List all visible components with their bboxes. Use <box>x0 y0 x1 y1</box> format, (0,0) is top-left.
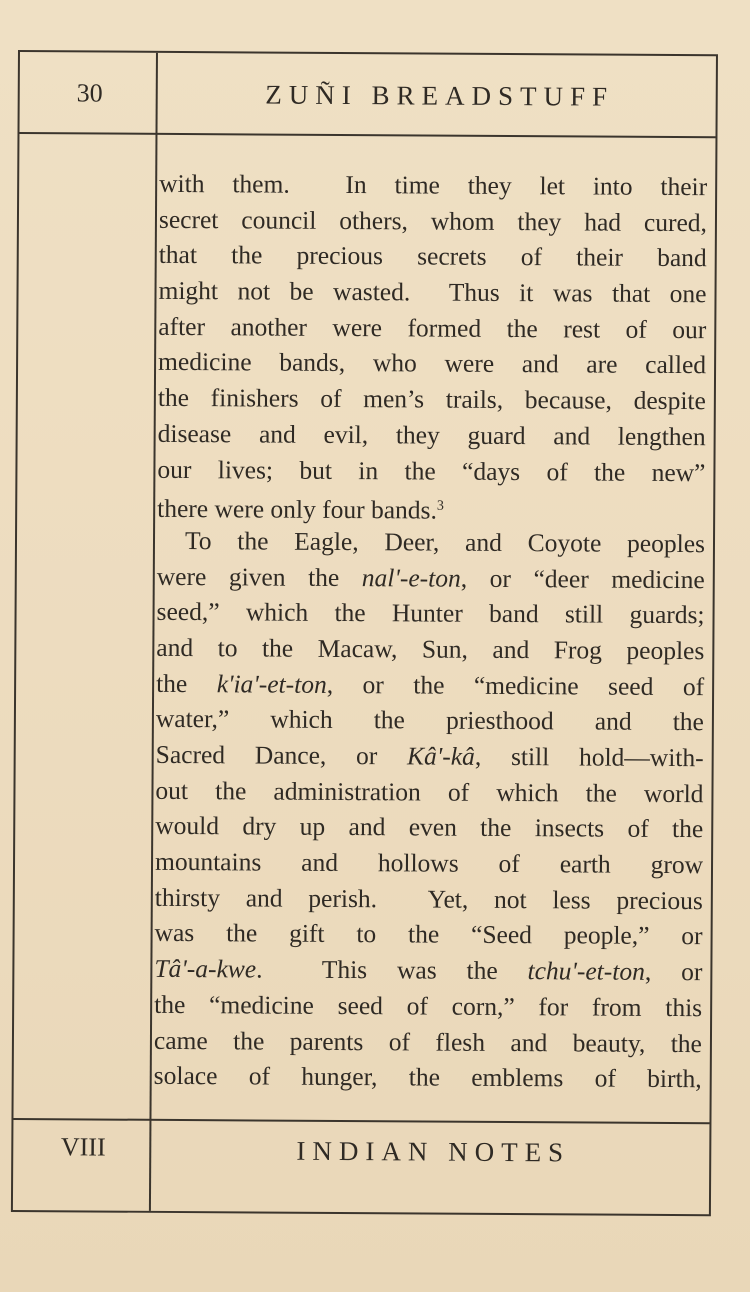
text-segment: might not be wasted. Thus it was that one <box>158 275 707 309</box>
italic-term: Tâ'-a-kwe <box>154 953 257 984</box>
text-segment: , or “deer medicine <box>460 563 705 594</box>
text-segment: with them. In time they let into their <box>159 168 708 202</box>
section-number: VIII <box>60 1132 106 1162</box>
header-rule <box>19 132 715 138</box>
text-segment: the finishers of men’s trails, because, despite <box>157 382 706 416</box>
text-line <box>159 202 707 241</box>
text-segment: out the administration of which the world <box>155 775 704 808</box>
text-segment: would dry up and even the insects of the <box>155 811 704 844</box>
text-segment: Sacred Dance, or <box>155 739 408 771</box>
text-line <box>155 880 703 919</box>
footnote-marker[interactable]: 3 <box>436 498 444 514</box>
text-line <box>155 808 703 847</box>
italic-term: nal'-e-ton <box>361 562 461 593</box>
text-segment: after another were formed the rest of our <box>158 311 707 344</box>
running-head: ZUÑI BREADSTUFF <box>265 79 615 112</box>
footer-rule <box>13 1118 709 1124</box>
text-segment: seed,” which the Hunter band still guards; <box>156 597 705 630</box>
text-segment: the “medicine seed of corn,” for from this <box>154 989 703 1023</box>
running-foot: INDIAN NOTES <box>296 1135 571 1168</box>
text-line <box>154 951 702 990</box>
text-line <box>155 773 703 812</box>
text-line <box>158 380 706 419</box>
text-line <box>158 309 706 348</box>
text-line <box>154 987 702 1026</box>
text-line <box>154 915 702 954</box>
text-segment: our lives; but in the “days of the new” <box>157 454 706 487</box>
text-line <box>156 737 704 776</box>
text-segment: water,” which the priesthood and the <box>155 704 704 737</box>
page-number: 30 <box>76 78 103 108</box>
text-segment: , or <box>644 956 703 987</box>
text-line <box>159 237 707 276</box>
text-line <box>158 344 706 383</box>
italic-term: Kâ'-kâ <box>406 741 475 771</box>
text-segment: mountains and hollows of earth grow <box>154 846 704 880</box>
text-line <box>157 558 705 597</box>
text-segment: the <box>156 668 217 698</box>
text-segment: secret council others, whom they had cured, <box>158 204 708 237</box>
text-line <box>157 523 705 562</box>
text-line <box>156 630 704 669</box>
text-line <box>158 416 706 455</box>
text-segment: were given the <box>156 561 362 592</box>
text-line <box>155 844 703 883</box>
text-line <box>157 487 705 526</box>
text-segment: . This was the <box>256 954 528 986</box>
page-frame <box>11 50 718 1216</box>
text-segment: there were only four bands. <box>157 494 437 525</box>
text-segment: was the gift to the “Seed people,” or <box>154 918 703 951</box>
italic-term: tchu'-et-ton <box>527 956 645 986</box>
text-segment: medicine bands, who were and are called <box>158 347 707 380</box>
text-segment: came the parents of flesh and beauty, the <box>153 1025 703 1058</box>
text-segment: To the Eagle, Deer, and Coyote peoples <box>184 525 706 559</box>
text-segment: thirsty and perish. Yet, not less precious <box>154 882 703 915</box>
text-segment: , still hold—with- <box>474 741 704 773</box>
text-line <box>154 1022 702 1061</box>
body-text <box>154 166 708 1097</box>
text-line <box>159 166 707 205</box>
text-segment: solace of hunger, the emblems of birth, <box>153 1061 702 1094</box>
text-line <box>156 701 704 740</box>
italic-term: k'ia'-et-ton <box>216 668 327 699</box>
text-line <box>154 1058 702 1097</box>
text-line <box>157 451 705 490</box>
text-segment: and to the Macaw, Sun, and Frog peoples <box>156 632 705 666</box>
text-segment: , or the “medicine seed of <box>326 669 705 701</box>
text-segment: that the precious secrets of their band <box>158 240 707 273</box>
text-segment: disease and evil, they guard and lengthen <box>157 418 706 452</box>
text-line <box>156 594 704 633</box>
text-line <box>156 665 704 704</box>
text-line <box>158 273 706 312</box>
